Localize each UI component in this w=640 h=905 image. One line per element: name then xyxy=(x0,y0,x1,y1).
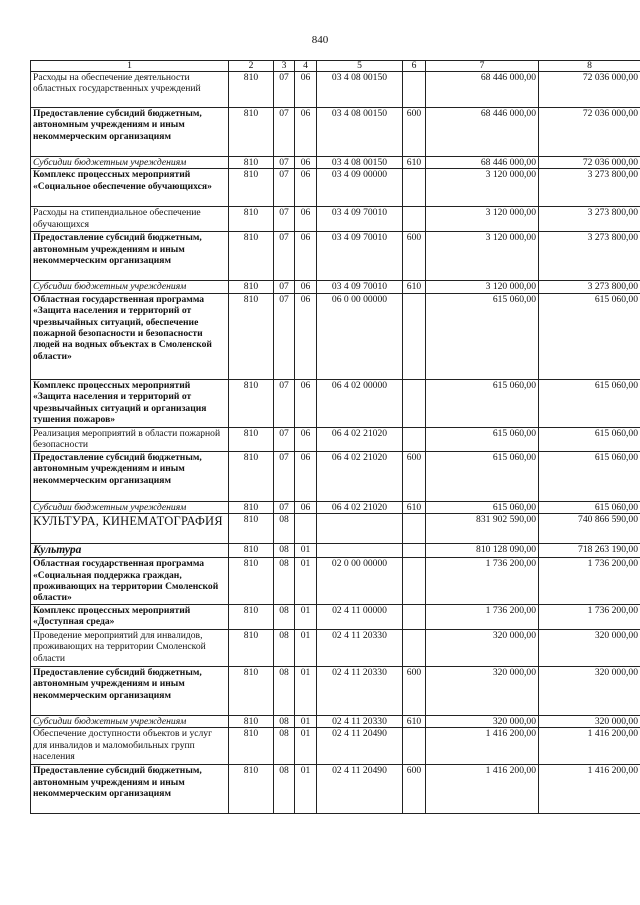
amount-year-1: 1 736 200,00 xyxy=(426,604,539,629)
row-name: Комплекс процессных мероприятий «Социальное обеспечение обучающихся» xyxy=(31,169,229,207)
subsection-code: 01 xyxy=(295,629,317,666)
amount-year-1: 320 000,00 xyxy=(426,666,539,715)
subsection-code: 06 xyxy=(295,108,317,157)
page-number: 840 xyxy=(311,34,329,46)
amount-year-1: 615 060,00 xyxy=(426,427,539,451)
amount-year-2: 1 416 200,00 xyxy=(539,765,640,814)
ved-code: 810 xyxy=(229,72,274,108)
section-code: 08 xyxy=(274,715,295,727)
target-article: 03 4 08 00150 xyxy=(317,72,403,108)
subsection-code: 06 xyxy=(295,451,317,501)
row-name: Предоставление субсидий бюджетным, автономным учреждениям и иным некоммерческим организациям xyxy=(31,765,229,814)
expense-type xyxy=(403,629,426,666)
target-article: 06 4 02 21020 xyxy=(317,451,403,501)
target-article: 02 4 11 20330 xyxy=(317,715,403,727)
expense-type xyxy=(403,604,426,629)
subsection-code: 06 xyxy=(295,72,317,108)
section-code: 08 xyxy=(274,558,295,605)
ved-code: 810 xyxy=(229,451,274,501)
section-code: 08 xyxy=(274,544,295,558)
amount-year-1: 615 060,00 xyxy=(426,293,539,379)
target-article: 02 4 11 00000 xyxy=(317,604,403,629)
amount-year-1: 1 736 200,00 xyxy=(426,558,539,605)
amount-year-2: 3 273 800,00 xyxy=(539,232,640,281)
expense-type xyxy=(403,293,426,379)
row-name: Областная государственная программа «Защита населения и территорий от чрезвычайных ситуаций, обеспечение пожарной безопасности и безопасности людей на водных объектах в Смоленской области» xyxy=(31,293,229,379)
expense-type: 610 xyxy=(403,157,426,169)
target-article xyxy=(317,544,403,558)
amount-year-2: 320 000,00 xyxy=(539,629,640,666)
section-code: 08 xyxy=(274,629,295,666)
subsection-code: 06 xyxy=(295,379,317,427)
target-article: 03 4 08 00150 xyxy=(317,108,403,157)
ved-code: 810 xyxy=(229,379,274,427)
header-col-2: 2 xyxy=(229,61,274,72)
amount-year-2: 320 000,00 xyxy=(539,666,640,715)
amount-year-1: 615 060,00 xyxy=(426,501,539,513)
subsection-code: 01 xyxy=(295,666,317,715)
ved-code: 810 xyxy=(229,604,274,629)
row-name: Комплекс процессных мероприятий «Доступная среда» xyxy=(31,604,229,629)
ved-code: 810 xyxy=(229,169,274,207)
ved-code: 810 xyxy=(229,629,274,666)
amount-year-2: 615 060,00 xyxy=(539,379,640,427)
row-name: Областная государственная программа «Социальная поддержка граждан, проживающих на территории Смоленской области» xyxy=(31,558,229,605)
amount-year-1: 810 128 090,00 xyxy=(426,544,539,558)
subsection-code: 06 xyxy=(295,232,317,281)
subsection-code: 06 xyxy=(295,293,317,379)
ved-code: 810 xyxy=(229,728,274,765)
subsection-code: 06 xyxy=(295,169,317,207)
amount-year-2: 1 736 200,00 xyxy=(539,604,640,629)
expense-type xyxy=(403,427,426,451)
amount-year-1: 831 902 590,00 xyxy=(426,514,539,544)
ved-code: 810 xyxy=(229,666,274,715)
header-col-1: 1 xyxy=(31,61,229,72)
subsection-code: 06 xyxy=(295,501,317,513)
table-row xyxy=(31,169,640,207)
table-row xyxy=(31,514,640,544)
expense-type: 600 xyxy=(403,765,426,814)
amount-year-2: 1 736 200,00 xyxy=(539,558,640,605)
expense-type xyxy=(403,379,426,427)
target-article: 03 4 09 70010 xyxy=(317,281,403,293)
section-code: 07 xyxy=(274,157,295,169)
section-code: 08 xyxy=(274,666,295,715)
table-row xyxy=(31,207,640,232)
target-article: 02 0 00 00000 xyxy=(317,558,403,605)
amount-year-1: 1 416 200,00 xyxy=(426,728,539,765)
section-code: 07 xyxy=(274,108,295,157)
table-row xyxy=(31,558,640,605)
target-article: 03 4 09 00000 xyxy=(317,169,403,207)
section-code: 07 xyxy=(274,281,295,293)
row-name: КУЛЬТУРА, КИНЕМАТОГРАФИЯ xyxy=(31,514,229,544)
expense-type xyxy=(403,72,426,108)
amount-year-1: 68 446 000,00 xyxy=(426,157,539,169)
subsection-code: 01 xyxy=(295,558,317,605)
amount-year-2: 3 273 800,00 xyxy=(539,281,640,293)
header-col-7: 7 xyxy=(426,61,539,72)
ved-code: 810 xyxy=(229,501,274,513)
target-article: 02 4 11 20490 xyxy=(317,728,403,765)
section-code: 07 xyxy=(274,232,295,281)
ved-code: 810 xyxy=(229,281,274,293)
amount-year-1: 1 416 200,00 xyxy=(426,765,539,814)
table-row xyxy=(31,604,640,629)
section-code: 07 xyxy=(274,451,295,501)
subsection-code: 01 xyxy=(295,728,317,765)
expense-type: 610 xyxy=(403,715,426,727)
header-col-5: 5 xyxy=(317,61,403,72)
amount-year-2: 740 866 590,00 xyxy=(539,514,640,544)
expense-type xyxy=(403,169,426,207)
subsection-code: 01 xyxy=(295,765,317,814)
header-col-4: 4 xyxy=(295,61,317,72)
table-body xyxy=(31,72,640,814)
amount-year-2: 615 060,00 xyxy=(539,451,640,501)
ved-code: 810 xyxy=(229,715,274,727)
budget-table xyxy=(30,60,640,814)
target-article: 06 0 00 00000 xyxy=(317,293,403,379)
expense-type xyxy=(403,728,426,765)
expense-type: 600 xyxy=(403,108,426,157)
subsection-code xyxy=(295,514,317,544)
section-code: 08 xyxy=(274,765,295,814)
target-article: 02 4 11 20330 xyxy=(317,666,403,715)
amount-year-1: 615 060,00 xyxy=(426,451,539,501)
table-row xyxy=(31,157,640,169)
ved-code: 810 xyxy=(229,765,274,814)
amount-year-1: 320 000,00 xyxy=(426,629,539,666)
row-name: Субсидии бюджетным учреждениям xyxy=(31,501,229,513)
table-row xyxy=(31,728,640,765)
expense-type xyxy=(403,558,426,605)
subsection-code: 06 xyxy=(295,157,317,169)
section-code: 07 xyxy=(274,207,295,232)
amount-year-2: 3 273 800,00 xyxy=(539,207,640,232)
ved-code: 810 xyxy=(229,108,274,157)
amount-year-2: 615 060,00 xyxy=(539,501,640,513)
table-row xyxy=(31,501,640,513)
expense-type xyxy=(403,514,426,544)
target-article: 02 4 11 20490 xyxy=(317,765,403,814)
subsection-code: 01 xyxy=(295,715,317,727)
section-code: 07 xyxy=(274,379,295,427)
table-row xyxy=(31,629,640,666)
amount-year-2: 72 036 000,00 xyxy=(539,108,640,157)
amount-year-1: 3 120 000,00 xyxy=(426,169,539,207)
ved-code: 810 xyxy=(229,514,274,544)
row-name: Обеспечение доступности объектов и услуг для инвалидов и маломобильных групп населения xyxy=(31,728,229,765)
header-col-6: 6 xyxy=(403,61,426,72)
row-name: Предоставление субсидий бюджетным, автономным учреждениям и иным некоммерческим организациям xyxy=(31,666,229,715)
table-row xyxy=(31,293,640,379)
ved-code: 810 xyxy=(229,544,274,558)
amount-year-1: 3 120 000,00 xyxy=(426,207,539,232)
target-article: 02 4 11 20330 xyxy=(317,629,403,666)
subsection-code: 06 xyxy=(295,281,317,293)
ved-code: 810 xyxy=(229,558,274,605)
target-article: 06 4 02 00000 xyxy=(317,379,403,427)
ved-code: 810 xyxy=(229,232,274,281)
table-row xyxy=(31,715,640,727)
ved-code: 810 xyxy=(229,427,274,451)
expense-type: 600 xyxy=(403,451,426,501)
expense-type xyxy=(403,207,426,232)
amount-year-2: 718 263 190,00 xyxy=(539,544,640,558)
amount-year-1: 320 000,00 xyxy=(426,715,539,727)
target-article: 06 4 02 21020 xyxy=(317,501,403,513)
table-row xyxy=(31,765,640,814)
table-row xyxy=(31,544,640,558)
target-article xyxy=(317,514,403,544)
amount-year-1: 3 120 000,00 xyxy=(426,232,539,281)
row-name: Проведение мероприятий для инвалидов, проживающих на территории Смоленской области xyxy=(31,629,229,666)
row-name: Предоставление субсидий бюджетным, автономным учреждениям и иным некоммерческим организациям xyxy=(31,108,229,157)
row-name: Комплекс процессных мероприятий «Защита населения и территорий от чрезвычайных ситуаций и организация тушения пожаров» xyxy=(31,379,229,427)
row-name: Субсидии бюджетным учреждениям xyxy=(31,715,229,727)
row-name: Субсидии бюджетным учреждениям xyxy=(31,157,229,169)
amount-year-2: 615 060,00 xyxy=(539,293,640,379)
amount-year-2: 72 036 000,00 xyxy=(539,72,640,108)
amount-year-2: 615 060,00 xyxy=(539,427,640,451)
section-code: 08 xyxy=(274,604,295,629)
ved-code: 810 xyxy=(229,207,274,232)
amount-year-1: 3 120 000,00 xyxy=(426,281,539,293)
section-code: 07 xyxy=(274,427,295,451)
expense-type: 600 xyxy=(403,666,426,715)
table-row xyxy=(31,427,640,451)
expense-type xyxy=(403,544,426,558)
ved-code: 810 xyxy=(229,157,274,169)
table-row xyxy=(31,451,640,501)
subsection-code: 01 xyxy=(295,604,317,629)
header-col-8: 8 xyxy=(539,61,640,72)
section-code: 08 xyxy=(274,514,295,544)
expense-type: 610 xyxy=(403,281,426,293)
target-article: 03 4 09 70010 xyxy=(317,232,403,281)
row-name: Культура xyxy=(31,544,229,558)
amount-year-2: 1 416 200,00 xyxy=(539,728,640,765)
table-row xyxy=(31,72,640,108)
amount-year-2: 320 000,00 xyxy=(539,715,640,727)
section-code: 08 xyxy=(274,728,295,765)
header-row xyxy=(31,61,640,72)
row-name: Предоставление субсидий бюджетным, автономным учреждениям и иным некоммерческим организациям xyxy=(31,232,229,281)
table-row xyxy=(31,379,640,427)
row-name: Расходы на обеспечение деятельности областных государственных учреждений xyxy=(31,72,229,108)
amount-year-2: 3 273 800,00 xyxy=(539,169,640,207)
header-col-3: 3 xyxy=(274,61,295,72)
expense-type: 610 xyxy=(403,501,426,513)
section-code: 07 xyxy=(274,169,295,207)
table-row xyxy=(31,281,640,293)
target-article: 03 4 09 70010 xyxy=(317,207,403,232)
amount-year-1: 615 060,00 xyxy=(426,379,539,427)
target-article: 03 4 08 00150 xyxy=(317,157,403,169)
target-article: 06 4 02 21020 xyxy=(317,427,403,451)
subsection-code: 01 xyxy=(295,544,317,558)
amount-year-1: 68 446 000,00 xyxy=(426,108,539,157)
section-code: 07 xyxy=(274,72,295,108)
table-row xyxy=(31,232,640,281)
subsection-code: 06 xyxy=(295,207,317,232)
row-name: Предоставление субсидий бюджетным, автономным учреждениям и иным некоммерческим организациям xyxy=(31,451,229,501)
section-code: 07 xyxy=(274,293,295,379)
row-name: Субсидии бюджетным учреждениям xyxy=(31,281,229,293)
table-row xyxy=(31,666,640,715)
row-name: Реализация мероприятий в области пожарной безопасности xyxy=(31,427,229,451)
amount-year-2: 72 036 000,00 xyxy=(539,157,640,169)
ved-code: 810 xyxy=(229,293,274,379)
amount-year-1: 68 446 000,00 xyxy=(426,72,539,108)
section-code: 07 xyxy=(274,501,295,513)
subsection-code: 06 xyxy=(295,427,317,451)
expense-type: 600 xyxy=(403,232,426,281)
row-name: Расходы на стипендиальное обеспечение обучающихся xyxy=(31,207,229,232)
table-row xyxy=(31,108,640,157)
